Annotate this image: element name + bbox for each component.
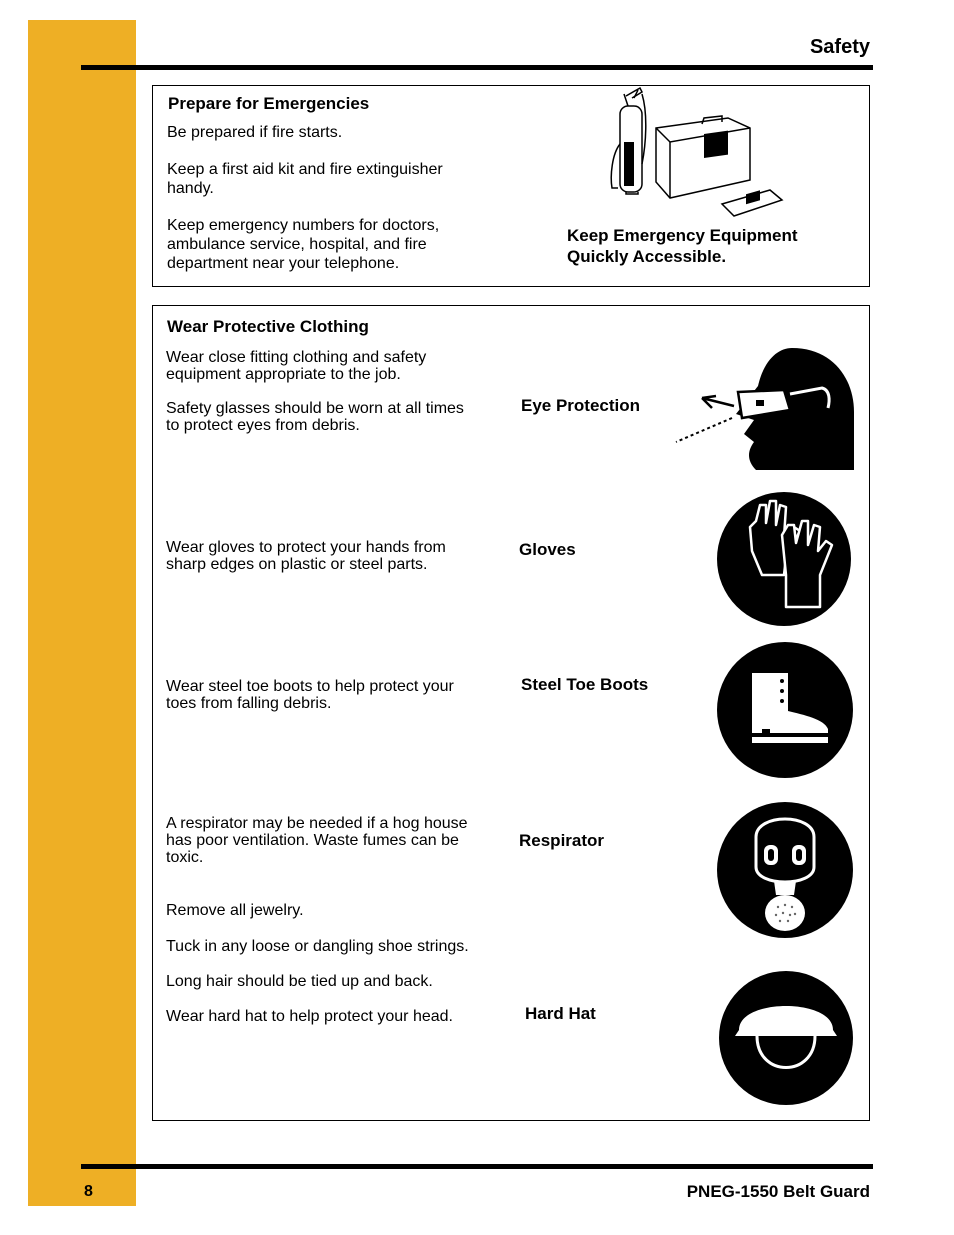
hard-hat-icon	[717, 970, 855, 1106]
footer-rule	[81, 1164, 873, 1169]
clothing-text: Wear hard hat to help protect your head.	[166, 1008, 453, 1025]
clothing-text: Long hair should be tied up and back.	[166, 973, 433, 990]
clothing-text: Wear close fitting clothing and safety	[166, 349, 427, 366]
emergency-text: department near your telephone.	[167, 255, 400, 272]
clothing-text: Wear steel toe boots to help protect your	[166, 678, 454, 695]
emergency-caption: Keep Emergency Equipment	[567, 226, 798, 245]
clothing-text: has poor ventilation. Waste fumes can be	[166, 832, 459, 849]
clothing-text: to protect eyes from debris.	[166, 417, 360, 434]
clothing-text: Tuck in any loose or dangling shoe strings.	[166, 938, 469, 955]
section-title: Safety	[809, 36, 870, 58]
clothing-text: equipment appropriate to the job.	[166, 366, 401, 383]
safety-glasses-icon	[672, 348, 856, 476]
clothing-text: Wear gloves to protect your hands from	[166, 539, 446, 556]
clothing-text: toes from falling debris.	[166, 695, 332, 712]
respirator-icon	[716, 801, 854, 939]
emergency-text: Keep emergency numbers for doctors,	[167, 217, 440, 234]
side-accent-band	[28, 20, 136, 1206]
emergency-text: ambulance service, hospital, and fire	[167, 236, 427, 253]
clothing-heading: Wear Protective Clothing	[167, 317, 369, 336]
emergency-heading: Prepare for Emergencies	[168, 94, 370, 113]
clothing-text: toxic.	[166, 849, 204, 866]
gloves-icon	[716, 491, 852, 627]
emergency-text: handy.	[167, 180, 214, 197]
emergency-text: Keep a first aid kit and fire extinguisher	[167, 161, 443, 178]
fire-extinguisher-first-aid-icon	[604, 84, 784, 220]
header-rule	[81, 65, 873, 70]
page-number: 8	[84, 1183, 93, 1200]
clothing-text: Remove all jewelry.	[166, 902, 304, 919]
gloves-label: Gloves	[519, 540, 576, 559]
clothing-text: sharp edges on plastic or steel parts.	[166, 556, 428, 573]
emergency-text: Be prepared if fire starts.	[167, 124, 343, 141]
respirator-label: Respirator	[519, 831, 605, 850]
clothing-text: Safety glasses should be worn at all times	[166, 400, 464, 417]
steel-toe-boot-icon	[716, 641, 854, 779]
hard-hat-label: Hard Hat	[525, 1004, 596, 1023]
steel-toe-boots-label: Steel Toe Boots	[521, 675, 649, 694]
document-title: PNEG-1550 Belt Guard	[686, 1182, 870, 1201]
eye-protection-label: Eye Protection	[521, 396, 641, 415]
clothing-text: A respirator may be needed if a hog house	[166, 815, 468, 832]
emergency-caption: Quickly Accessible.	[567, 247, 727, 266]
